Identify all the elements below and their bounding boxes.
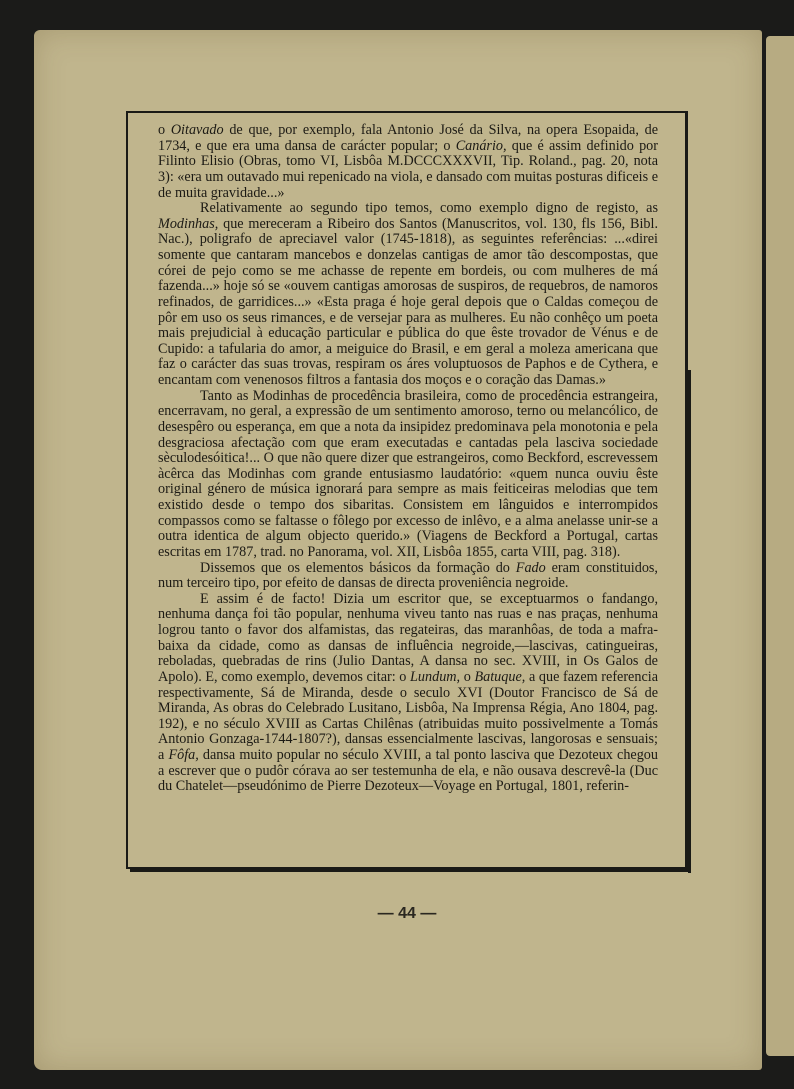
paragraph	[158, 201, 658, 389]
body-text	[158, 123, 658, 795]
italic-term: Batuque,	[474, 668, 526, 685]
text-run: o	[158, 122, 171, 138]
paragraph	[158, 123, 658, 201]
text-run: o	[460, 668, 475, 685]
frame-shadow-bottom	[130, 869, 691, 872]
text-run: Tanto as Modinhas de procedência brasileira, como de procedência estrangeira, encerravam, no geral, a expressão de um sentimento amoroso, terno ou melancólico, de desespêro ou esperança, em que a nota da insipidez predominava pela monotonia e pela desgraciosa afectação com que eram executadas e cantadas pela lasciva sociedade sèculodesóitica!... O que não quere dizer que estrangeiros, como Beckford, escrevessem àcêrca das Modinhas com grande entusiasmo laudatório: «quem nunca ouviu êste original género de música ignorará para sempre as mais feiticeiras melodias que tem existido desde o tempo dos sibaritas. Consistem em lânguidos e interrompidos compassos como se faltasse o fôlego por excesso de inlêvo, e a alma anelasse unir-se a outra identica de algum objecto querido.» (Viagens de Beckford a Portugal, cartas escritas em 1787, trad. no Panorama, vol. XII, Lisbôa 1855, carta VIII, pag. 318).	[158, 387, 658, 560]
text-run: Relativamente ao segundo tipo temos, como exemplo digno de registo, as	[200, 200, 658, 217]
italic-term: Lundum,	[410, 668, 461, 685]
text-run: a que fazem referencia respectivamente, Sá de Miranda, desde o seculo XVI (Doutor Francisco de Sá de Miranda, As obras do Celebrado Lusitano, Lisbôa, Na Imprensa Régia, Ano 1804, pag. 192), e no século XVIII as Cartas Chilênas (atribuidas muito possivelmente a Tomás Antonio Gonzaga-1744-1807?), dansas essencialmente lascivas, langorosas e sensuais; a	[158, 668, 658, 763]
text-run: de que, por exemplo, fala Antonio José da Silva, na opera Esopaida, de 1734, e que era uma dansa de carácter popular; o	[158, 122, 659, 154]
italic-term: Fado	[515, 559, 546, 576]
paragraph	[158, 592, 658, 795]
paragraph	[158, 561, 658, 592]
paragraph	[158, 389, 658, 561]
italic-term: Fôfa,	[168, 747, 199, 763]
text-run: Dissemos que os elementos básicos da formação do	[200, 559, 516, 576]
page-number: — 44 —	[377, 905, 437, 922]
frame-shadow-right	[688, 370, 691, 873]
italic-term: Modinhas,	[158, 215, 219, 232]
text-run: E assim é de facto! Dizia um escritor que, se exceptuarmos o fandango, nenhuma dança foi tão popular, nenhuma viveu tanto nas ruas e nas praças, nenhuma logrou tanto o favor dos alfamistas, das regateiras, das maranhôas, de toda a mafra-baixa da cidade, como as dansas de influência negroide,—lascivas, catingueiras, reboladas, quebradas de rins (Julio Dantas, A dansa no sec. XVIII, in Os Galos de Apolo). E, como exemplo, devemos citar: o	[158, 590, 658, 685]
italic-term: Oitavado	[170, 122, 224, 138]
text-run: dansa muito popular no século XVIII, a tal ponto lasciva que Dezoteux chegou a escrever que o pudôr córava ao ser testemunha de ela, e não ousava descrevê-la (Duc du Chatelet—pseudónimo de Pierre Dezoteux—Voyage en Portugal, 1801, referin-	[158, 747, 658, 795]
text-run: eram constituidos, num terceiro tipo, por efeito de dansas de directa proveniência negroide.	[158, 559, 658, 592]
adjacent-page-edge	[766, 36, 794, 1056]
text-run: que mereceram a Ribeiro dos Santos (Manuscritos, vol. 130, fls 156, Bibl. Nac.), poligrafo de apreciavel valor (1745-1818), as seguintes referências: ...«direi somente que cantaram mancebos e donzelas cantigas de amor tão descompostas, que córei de pejo como se me achasse de repente em bordeis, ou com mulheres de má fazenda...» hoje só se «ouvem cantigas amorosas de suspiros, de requebros, de namoros refinados, de garridices...» «Esta praga é hoje geral depois que o Caldas começou de pôr em uso os seus rimances, e de versejar para as mulheres. Eu não conhêço um poeta mais prejudicial à educação particular e pública do que êste trovador de Vénus e de Cupido: a tafularia do amor, a meiguice do Brasil, e em geral a moleza americana que faz o carácter das suas trovas, respiram os áres voluptuosos de Paphos e de Cythera, e encantam com venenosos filtros a fantasia dos moços e o coração das Damas.»	[158, 215, 658, 388]
text-run: que é assim definido por Filinto Elisio (Obras, tomo VI, Lisbôa M.DCCCXXXVII, Tip. Roland., pag. 20, nota 3): «era um outavado mui repenicado na viola, e dansado com muitas posturas dificeis e de muita gravidade...»	[158, 137, 658, 201]
italic-term: Canário,	[455, 137, 507, 154]
